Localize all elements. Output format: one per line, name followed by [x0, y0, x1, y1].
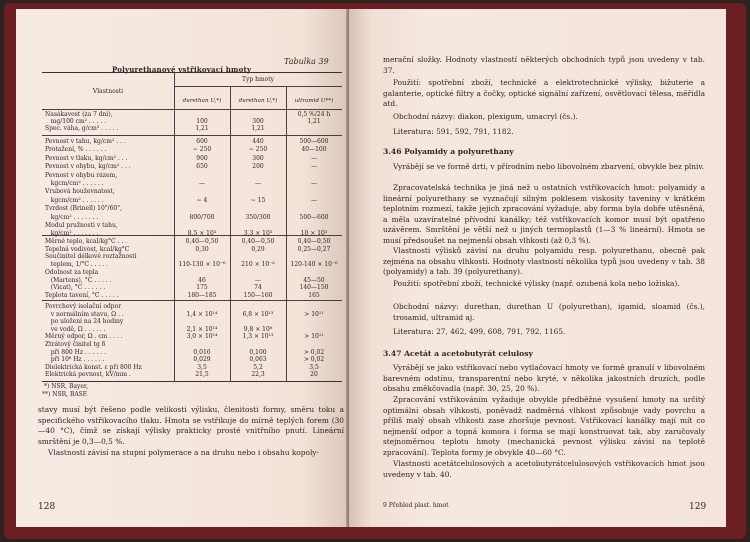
group-1-labels: Nasákavost (za 7 dni), mg/100 cm² . . . . . Spec. váha, g/cm³ . . . . .	[45, 111, 119, 133]
group-1-col1: 100 1,21	[195, 118, 209, 133]
group-4-col2: 6,8 × 10¹³ 9,8 × 10⁸ 1,3 × 10¹³ 0,100 0,063 5,2 22,3	[242, 310, 274, 379]
group-1-col3: 0,5 %/24 h 1,21	[297, 111, 331, 126]
section-3-47-paragraph-1: Vyrábějí se jako vstřikovací nebo vytlačovací hmoty ve formě granulí v libovolném barevném odstínu, transparentní nebo kryté, v několika jakostních druzích, podle obsahu změkčovadla (např. 30, 25, 20 %).	[383, 363, 705, 393]
group-4-col3: > 10¹¹ > 10¹¹ > 0,02 > 0,02 3,5 20	[303, 310, 325, 379]
group-2-col2: 440 ~ 250 300 200 — ~ 15 350/300 3,3 × 10³	[243, 138, 273, 238]
section-3-46-paragraph-1: Vyrábějí se ve formě drti, v přírodním nebo libovolném zbarvení, obvykle bez plniv.	[393, 162, 705, 171]
group-3-col2: 0,40—0,50 0,29 210 × 10⁻⁶ — 74 150—160	[241, 238, 275, 299]
group-4-labels: Povrchový isolační odpor v normálním stavu, Ω . . po uložení na 24 hodiny ve vodě, Ω . . . . . . Měrný odpor, Ω . cm . . . . Ztrátový činitel tg δ při 800 Hz . . . . . . při 10⁶ Hz . . . . . . Dielektrická konst. ε při 800 Hz Elektrická pevnost, kV/mm .	[45, 303, 142, 379]
section-3-47-paragraph-2: Zpracování vstřikováním vyžaduje obvykle předběžné vysušení hmoty na určitý optimální obsah vlhkosti, poněvadž nadměrná vlhkost způsobuje vady povrchu a příliš malý obsah vlhkosti zase zhoršuje pevnost. Vstřikovací kanálky mají mít co nejmenší odpor a topná komora i forma se mají konstruovat tak, aby zaručovaly stejnoměrnou teplotu hmoty (mechanická pevnost výlisku závisí na teplotě zpracování). Teplota formy je obvykle 40—60 °C.	[383, 395, 705, 457]
properties-table	[42, 72, 342, 382]
page-number-left: 128	[38, 502, 56, 512]
group-2-col1: 600 ~ 250 900 650 — ~ 4 800/700 8,5 × 10³	[187, 138, 217, 238]
section-3-47-paragraph-3: Vlastnosti acetátcelulosových a acetobutyrátcelulosových vstřikovacích hmot jsou uvedeny v tab. 40.	[383, 459, 705, 479]
group-3-labels: Měrné teplo, kcal/kg°C . . . Tepelná vodivost, kcal/kg°C Součinitel délkové roztažnosti teplem, 1/°C . . . . . Odolnost za tepla (Martens), °C . . . . . (Vicat), °C . . . . . . Teplota tavení, °C . . . . .	[45, 238, 137, 299]
header-property: Vlastnosti	[92, 88, 124, 95]
usage-1: Použití: spotřební zboží, technické a elektrotechnické výlisky, bižuterie a galanterie, optické filtry a čočky, optické signální zařízení, osvětlovací tělesa, měřidla atd.	[383, 78, 705, 108]
footer-signature: 9 Přehled plast. hmot	[383, 502, 449, 509]
header-type-1: durethan U,*)	[182, 98, 222, 104]
group-3-col1: 0,40—0,50 0,30 110-130 × 10⁻⁶ 46 175 180—185	[178, 238, 226, 299]
literature-2: Literatura: 27, 462, 499, 608, 791, 792, 1165.	[393, 327, 566, 336]
group-1-col2: 300 1,21	[251, 118, 265, 133]
group-4-col1: 1,4 × 10¹⁴ 2,1 × 10¹⁴ 3,0 × 10¹⁴ 0,016 0,029 3,5 21,5	[186, 310, 218, 379]
literature-1: Literatura: 591, 592, 791, 1182.	[393, 127, 514, 136]
table-caption: Tabulka 39	[284, 57, 329, 66]
right-paragraph-top: merační složky. Hodnoty vlastností některých obchodních typů jsou uvedeny v tab. 37.	[383, 55, 705, 75]
section-3-46-paragraph-2: Zpracovatelská technika je jiná než u ostatních vstřikovacích hmot: polyamidy a lineární polyurethany se vyznačují silným poklesem viskosity taveniny v krátkém teplotním rozmezí, takže jejich zpracování vyžaduje, aby forma byla dobře utěsněná, a měla uzavíratelné přívodní kanálky; též vstřikovacích komor musí být opatřeno uzávěrem. Smrštění je větší než u jiných termoplastů (1—3 % lineární). Hmota se musí předsoušet na nejmenší obsah vlhkosti (až 0,3 %).	[383, 183, 705, 245]
group-3-col3: 0,40—0,50 0,25—0,27 120-140 × 10⁻⁶ 45—50 140—150 165	[290, 238, 338, 299]
section-3-47-heading: 3.47 Acetát a acetobutyrát celulosy	[383, 349, 533, 358]
left-paragraph-1: stavy musí být řešeno podle velikosti výlisku, členitosti formy, směru toku a specifického vstřikovacího tlaku. Hmota se vstřikuje do mírně teplých forem (30—40 °C), čímž se získají výlisky prakticky prosté vnitřního pnutí. Lineární smrštění je 0,3—0,5 %.	[38, 405, 344, 446]
header-type-3: ultramid U**)	[294, 98, 334, 104]
group-2-col3: 500—600 40—100 — — — — 500—600 10 × 10³	[299, 138, 329, 238]
usage-2: Použití: spotřební zboží, technické výlisky (např. ozubená kola nebo ložiska).	[393, 279, 680, 288]
right-page	[349, 9, 726, 527]
header-types: Typ hmoty	[241, 76, 275, 83]
left-page	[16, 9, 349, 527]
left-paragraph-2: Vlastnosti závisí na stupni polymerace a na druhu nebo i obsahu kopoly-	[48, 448, 319, 457]
section-3-46-paragraph-3: Vlastnosti výlisků závisí na druhu polyamidu resp. polyurethanu, obecně pak zejména na obsahu vlhkosti. Hodnoty vlastností několika typů jsou uvedeny v tab. 38 (polyamidy) a tab. 39 (polyurethany).	[383, 246, 705, 276]
table-title: Polyurethanové vstřikovací hmoty	[112, 65, 252, 74]
trade-names-1: Obchodní názvy: diakon, plexigum, umacryl (čs.).	[393, 112, 578, 121]
group-2-labels: Pevnost v tahu, kg/cm² . . . Protažení, % . . . . . . Pevnost v tlaku, kg/cm² . . . Pevnost v ohybu, kg/cm² . . . Pevnost v ohybu rázem, kgcm/cm² . . . . . . Vrubová houževnatost, kgcm/cm² . . . . . . Tvrdost (Brinell) 10"/60", kg/cm² . . . . . . . Modul pružnosti v tahu, kg/cm² . . . . . . .	[45, 138, 131, 238]
footnote-1: *) NSR, Bayer,	[44, 383, 88, 390]
footnote-2: **) NSR, BASF.	[42, 391, 88, 398]
page-number-right: 129	[689, 502, 707, 512]
trade-names-2: Obchodní názvy: durethan, durethan U (polyurethan), igamid, sloamid (čs.), trosamid, ultramid aj.	[393, 302, 705, 322]
header-type-2: durethan U,*)	[238, 98, 278, 104]
section-3-46-heading: 3.46 Polyamidy a polyurethany	[383, 147, 514, 156]
